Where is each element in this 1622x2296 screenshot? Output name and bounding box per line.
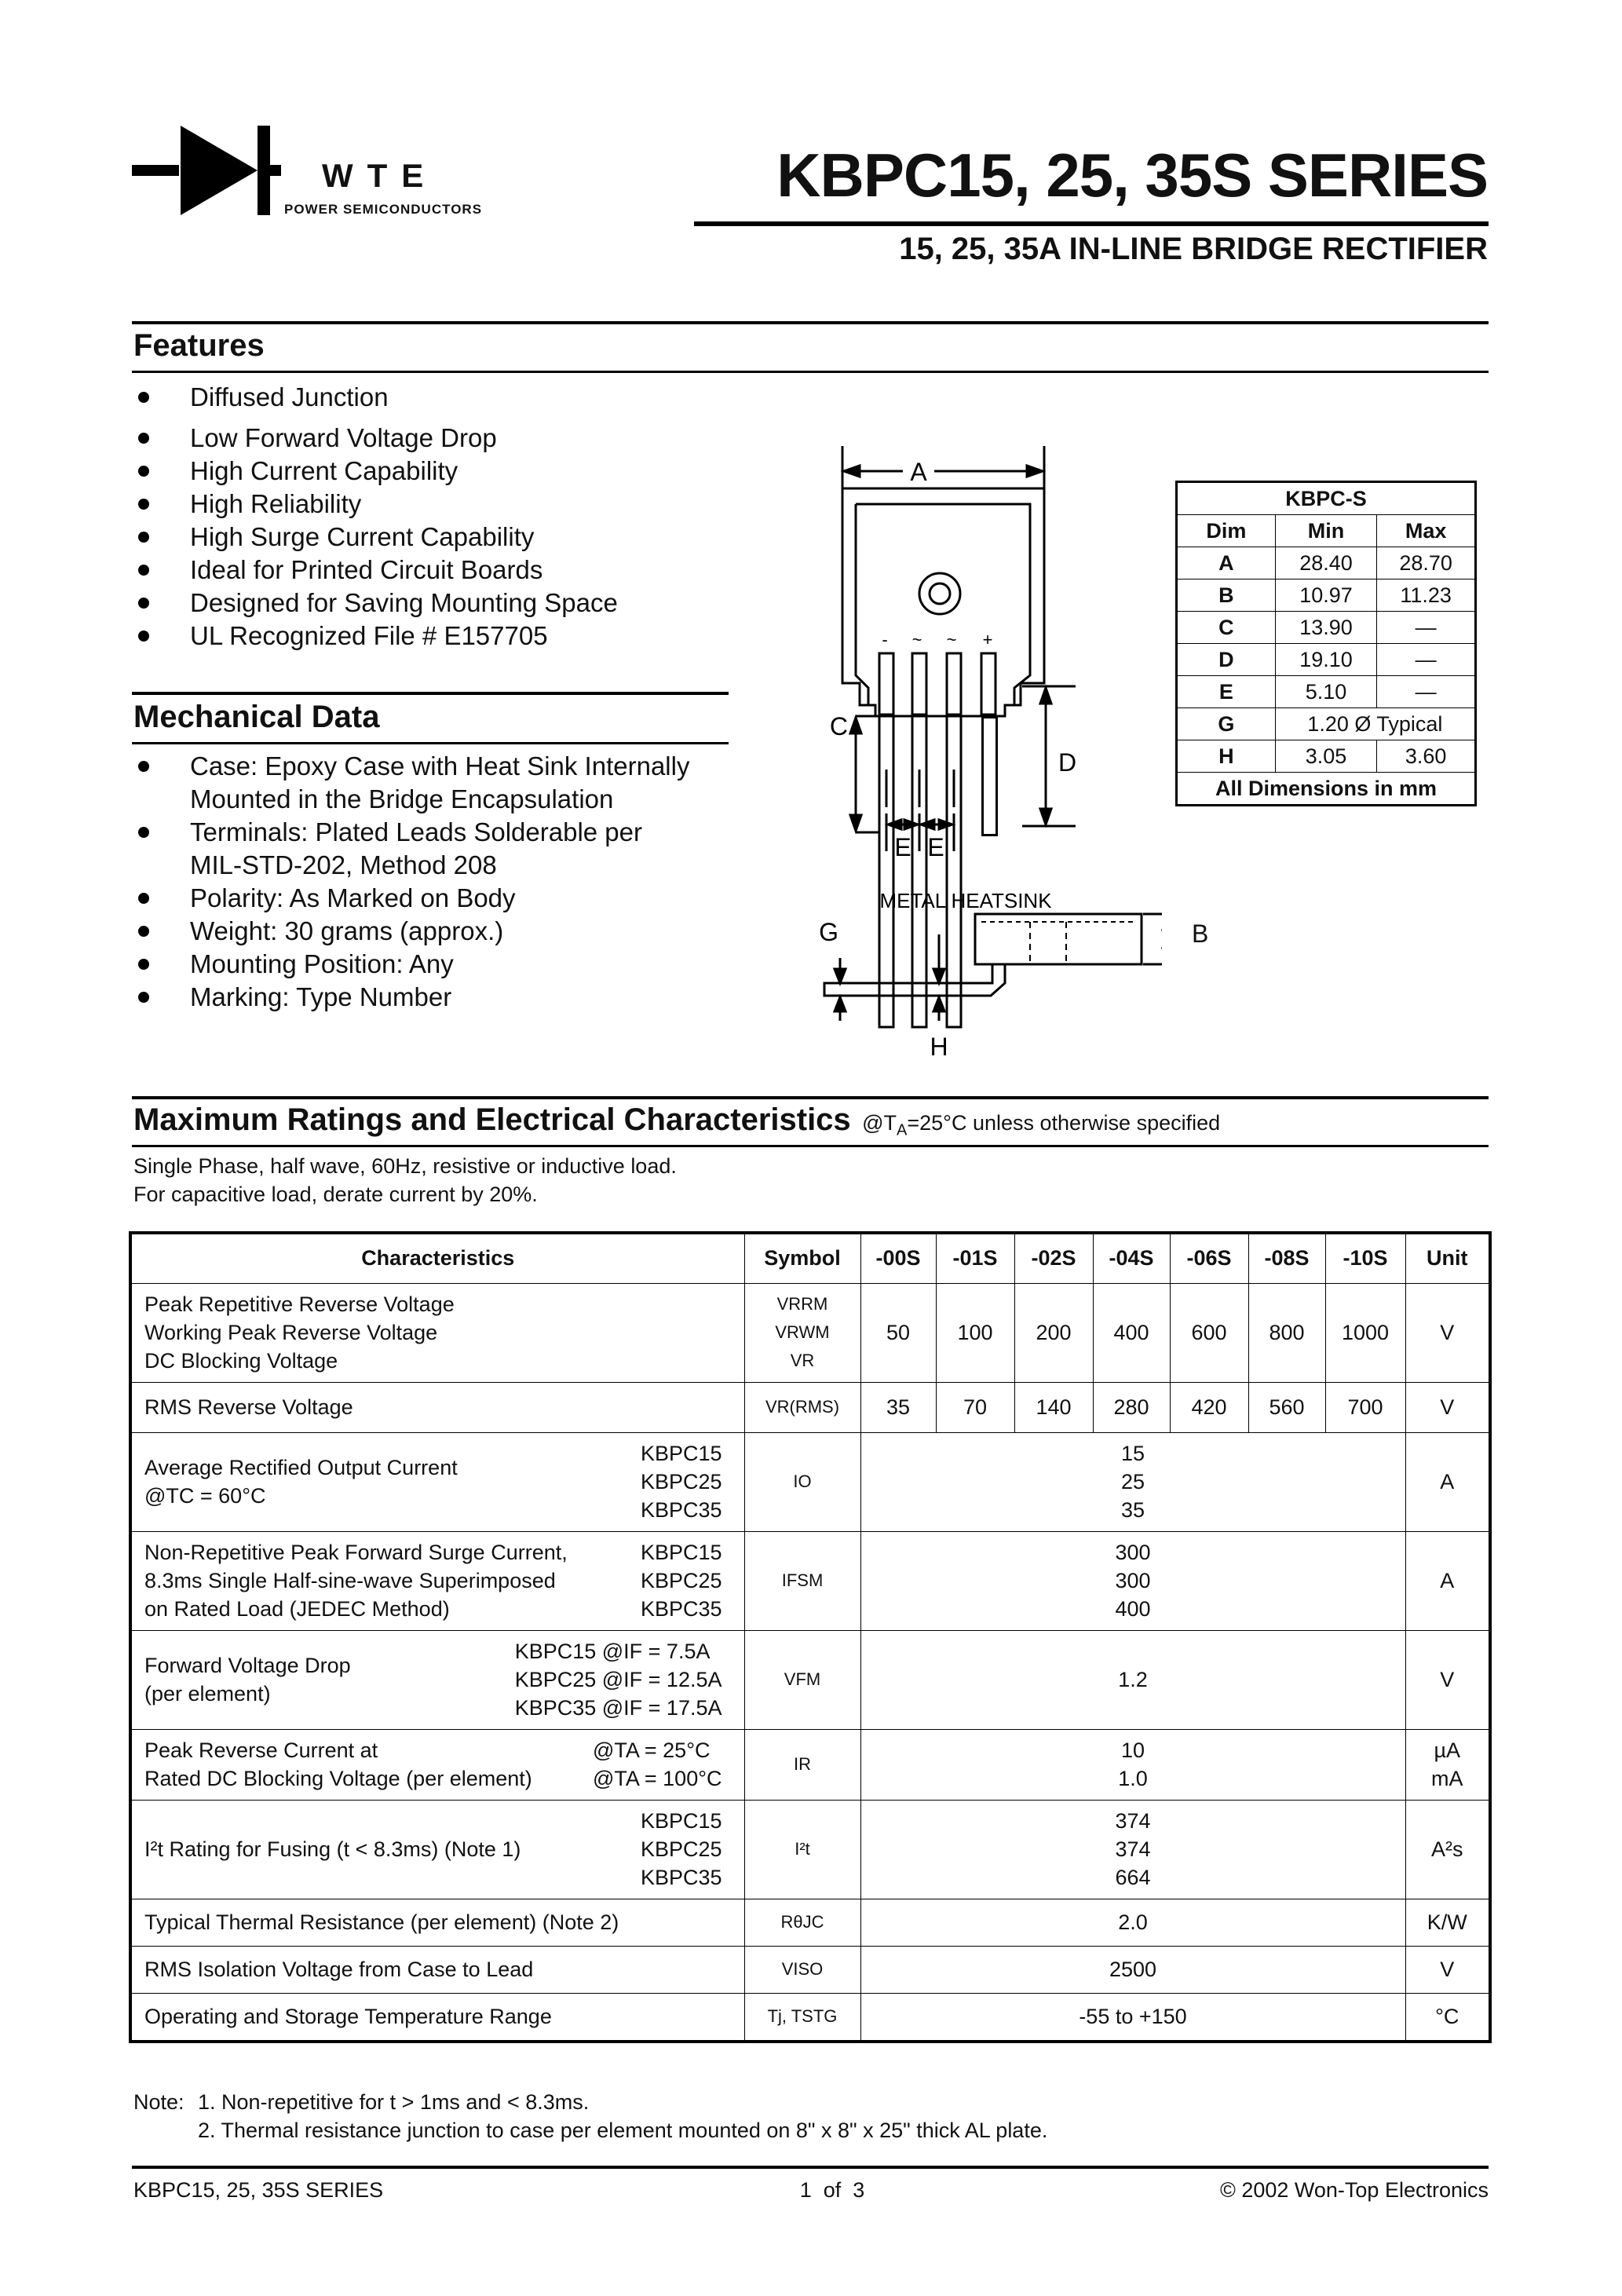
- cond-sub: A: [897, 1121, 908, 1139]
- ratings-top-rule: [132, 1096, 1489, 1099]
- table-header: Characteristics: [130, 1233, 744, 1283]
- table-cell: —: [1377, 612, 1476, 644]
- table-cell: Peak Reverse Current at Rated DC Blocking Voltage (per element) @TA = 25°C @TA = 100°C: [130, 1729, 744, 1800]
- table-cell: 1.2: [860, 1630, 1405, 1729]
- table-cell: 140: [1014, 1382, 1093, 1432]
- cond-prefix: @T: [862, 1111, 897, 1135]
- table-cell: 10.97: [1275, 579, 1377, 612]
- table-header: Max: [1377, 515, 1476, 547]
- table-row: [130, 1432, 1490, 1531]
- pin-label: +: [982, 630, 993, 649]
- table-cell: —: [1377, 676, 1476, 708]
- ratings-note-1: Single Phase, half wave, 60Hz, resistive or inductive load.: [133, 1154, 677, 1178]
- list-item: Low Forward Voltage Drop: [133, 422, 618, 455]
- dimension-table: [1175, 481, 1477, 806]
- dim-table-footer: All Dimensions in mm: [1177, 773, 1476, 806]
- ratings-heading-line: [133, 1102, 1220, 1139]
- table-cell: VR(RMS): [744, 1382, 860, 1432]
- table-cell: 400: [1093, 1283, 1170, 1382]
- table-cell: 3.60: [1377, 740, 1476, 773]
- table-cell: Forward Voltage Drop (per element) KBPC15 @IF = 7.5A KBPC25 @IF = 12.5A KBPC35 @IF = 17.5A: [130, 1630, 744, 1729]
- table-cell: 100: [936, 1283, 1014, 1382]
- table-cell: K/W: [1405, 1899, 1490, 1946]
- list-item: UL Recognized File # E157705: [133, 620, 618, 653]
- mechanical-top-rule: [132, 692, 729, 695]
- table-cell: VISO: [744, 1946, 860, 1993]
- table-cell: 2500: [860, 1946, 1405, 1993]
- table-row: [130, 1382, 1490, 1432]
- notes-label: Note:: [133, 2090, 184, 2114]
- table-cell: RθJC: [744, 1899, 860, 1946]
- ratings-table: [129, 1231, 1492, 2043]
- mechanical-list: [133, 750, 689, 1014]
- table-row: [1177, 547, 1476, 579]
- table-cell: °C: [1405, 1993, 1490, 2042]
- list-item: Diffused Junction: [133, 381, 618, 414]
- list-item: Polarity: As Marked on Body: [133, 882, 689, 915]
- dim-label-h: H: [930, 1033, 948, 1060]
- table-cell: 15 25 35: [860, 1432, 1405, 1531]
- table-cell: E: [1177, 676, 1276, 708]
- table-row: [130, 1630, 1490, 1729]
- table-cell: D: [1177, 644, 1276, 676]
- brand-subtitle: POWER SEMICONDUCTORS: [284, 202, 483, 217]
- dim-label-b: B: [1192, 919, 1209, 948]
- table-row: [130, 1800, 1490, 1899]
- table-cell: A: [1405, 1432, 1490, 1531]
- table-cell: A²s: [1405, 1800, 1490, 1899]
- page-subtitle: 15, 25, 35A IN-LINE BRIDGE RECTIFIER: [899, 232, 1488, 266]
- list-item: High Current Capability: [133, 455, 618, 488]
- table-cell: 1000: [1325, 1283, 1405, 1382]
- pin-label: ~: [946, 630, 957, 649]
- table-header: Min: [1275, 515, 1377, 547]
- table-cell: 560: [1248, 1382, 1325, 1432]
- table-cell: 13.90: [1275, 612, 1377, 644]
- table-cell: IFSM: [744, 1531, 860, 1630]
- table-cell: V: [1405, 1946, 1490, 1993]
- table-header: Symbol: [744, 1233, 860, 1283]
- note-1: 1. Non-repetitive for t > 1ms and < 8.3ms.: [198, 2090, 590, 2114]
- features-list: [133, 381, 618, 653]
- ratings-heading: Maximum Ratings and Electrical Characteristics: [133, 1102, 851, 1137]
- table-cell: V: [1405, 1283, 1490, 1382]
- mechanical-bottom-rule: [132, 742, 729, 744]
- ratings-note-2: For capacitive load, derate current by 20%.: [133, 1183, 538, 1206]
- table-cell: 28.70: [1377, 547, 1476, 579]
- table-cell: 600: [1170, 1283, 1248, 1382]
- table-cell: 11.23: [1377, 579, 1476, 612]
- table-cell: 420: [1170, 1382, 1248, 1432]
- table-cell: V: [1405, 1382, 1490, 1432]
- table-cell: 300 300 400: [860, 1531, 1405, 1630]
- list-item: MIL-STD-202, Method 208: [190, 850, 497, 879]
- table-cell: I²t: [744, 1800, 860, 1899]
- table-row: [130, 1283, 1490, 1382]
- table-cell: 3.05: [1275, 740, 1377, 773]
- table-cell: V: [1405, 1630, 1490, 1729]
- table-row: [1177, 579, 1476, 612]
- table-cell: I²t Rating for Fusing (t < 8.3ms) (Note 1) KBPC15 KBPC25 KBPC35: [130, 1800, 744, 1899]
- table-header: -00S: [860, 1233, 936, 1283]
- list-item: Mounted in the Bridge Encapsulation: [190, 784, 614, 813]
- table-cell: VFM: [744, 1630, 860, 1729]
- heatsink-label: METAL HEATSINK: [879, 889, 1052, 912]
- table-row: [1177, 612, 1476, 644]
- title-rule: [694, 221, 1489, 226]
- table-cell: 2.0: [860, 1899, 1405, 1946]
- table-header-row: [130, 1233, 1490, 1283]
- ratings-bottom-rule: [132, 1145, 1489, 1147]
- table-cell: A: [1405, 1531, 1490, 1630]
- list-item: Marking: Type Number: [133, 981, 689, 1014]
- table-cell: 700: [1325, 1382, 1405, 1432]
- table-cell: 800: [1248, 1283, 1325, 1382]
- wte-logo-icon: [132, 119, 281, 221]
- footer-left: KBPC15, 25, 35S SERIES: [133, 2178, 384, 2202]
- table-cell: A: [1177, 547, 1276, 579]
- table-row: [130, 1531, 1490, 1630]
- list-item: Designed for Saving Mounting Space: [133, 587, 618, 620]
- table-row: [1177, 676, 1476, 708]
- footer-copyright: © 2002 Won-Top Electronics: [1219, 2178, 1489, 2202]
- table-cell: —: [1377, 644, 1476, 676]
- table-row: [130, 1899, 1490, 1946]
- footer-page-number: 1 of 3: [799, 2178, 865, 2202]
- table-row: [130, 1993, 1490, 2042]
- pin-label: -: [882, 630, 888, 649]
- table-row: [1177, 708, 1476, 740]
- table-header: -02S: [1014, 1233, 1093, 1283]
- mechanical-heading: Mechanical Data: [133, 700, 380, 734]
- table-cell: 5.10: [1275, 676, 1377, 708]
- table-cell: C: [1177, 612, 1276, 644]
- table-header: -06S: [1170, 1233, 1248, 1283]
- list-item: Mounting Position: Any: [133, 948, 689, 981]
- table-cell: 50: [860, 1283, 936, 1382]
- table-cell: IR: [744, 1729, 860, 1800]
- table-cell: Tj, TSTG: [744, 1993, 860, 2042]
- list-item: Weight: 30 grams (approx.): [133, 915, 689, 948]
- ratings-condition: [862, 1111, 1221, 1139]
- table-header: Dim: [1177, 515, 1276, 547]
- cond-suffix: =25°C unless otherwise specified: [907, 1111, 1221, 1135]
- table-header: Unit: [1405, 1233, 1490, 1283]
- table-header: -10S: [1325, 1233, 1405, 1283]
- dim-label-d: D: [1058, 748, 1077, 777]
- table-cell: Peak Repetitive Reverse Voltage Working Peak Reverse Voltage DC Blocking Voltage: [130, 1283, 744, 1382]
- table-cell: VRRM VRWM VR: [744, 1283, 860, 1382]
- table-row: [1177, 644, 1476, 676]
- table-cell: 35: [860, 1382, 936, 1432]
- table-cell: RMS Reverse Voltage: [130, 1382, 744, 1432]
- dim-label-g: G: [819, 918, 838, 946]
- list-item: Ideal for Printed Circuit Boards: [133, 554, 618, 587]
- dim-table-title: KBPC-S: [1177, 482, 1476, 515]
- list-item: Case: Epoxy Case with Heat Sink Internally: [133, 750, 689, 783]
- features-heading: Features: [133, 328, 265, 363]
- table-cell: Operating and Storage Temperature Range: [130, 1993, 744, 2042]
- table-header: -04S: [1093, 1233, 1170, 1283]
- table-cell: 1.20 Ø Typical: [1275, 708, 1475, 740]
- table-cell: -55 to +150: [860, 1993, 1405, 2042]
- features-bottom-rule: [132, 371, 1489, 373]
- table-cell: RMS Isolation Voltage from Case to Lead: [130, 1946, 744, 1993]
- table-cell: 200: [1014, 1283, 1093, 1382]
- dim-label-a: A: [910, 458, 927, 486]
- table-cell: 19.10: [1275, 644, 1377, 676]
- page-title: KBPC15, 25, 35S SERIES: [776, 141, 1488, 210]
- dim-label-e: E: [927, 833, 944, 861]
- table-cell: 70: [936, 1382, 1014, 1432]
- list-item: High Surge Current Capability: [133, 521, 618, 554]
- table-cell: Non-Repetitive Peak Forward Surge Current, 8.3ms Single Half-sine-wave Superimposed on Rated Load (JEDEC Method) KBPC15 KBPC25 KBPC35: [130, 1531, 744, 1630]
- footer-rule: [132, 2166, 1489, 2169]
- table-header: -01S: [936, 1233, 1014, 1283]
- table-header: -08S: [1248, 1233, 1325, 1283]
- features-top-rule: [132, 321, 1489, 324]
- table-cell: µA mA: [1405, 1729, 1490, 1800]
- table-cell: H: [1177, 740, 1276, 773]
- dim-label-e: E: [894, 833, 911, 861]
- dim-label-c: C: [829, 712, 848, 740]
- table-cell: B: [1177, 579, 1276, 612]
- table-row: [130, 1729, 1490, 1800]
- pin-label: ~: [911, 630, 922, 649]
- list-item: Terminals: Plated Leads Solderable per: [133, 816, 689, 849]
- table-cell: Typical Thermal Resistance (per element) (Note 2): [130, 1899, 744, 1946]
- table-row: [1177, 740, 1476, 773]
- lead-long: [981, 716, 998, 836]
- note-2: 2. Thermal resistance junction to case per element mounted on 8" x 8" x 25" thick AL plate.: [198, 2119, 1048, 2142]
- table-row: [130, 1946, 1490, 1993]
- brand-name: WTE: [322, 157, 438, 194]
- list-item: High Reliability: [133, 488, 618, 521]
- table-cell: 280: [1093, 1382, 1170, 1432]
- table-cell: IO: [744, 1432, 860, 1531]
- table-cell: Average Rectified Output Current @TC = 60°C KBPC15 KBPC25 KBPC35: [130, 1432, 744, 1531]
- table-cell: 10 1.0: [860, 1729, 1405, 1800]
- table-cell: 28.40: [1275, 547, 1377, 579]
- table-cell: 374 374 664: [860, 1800, 1405, 1899]
- table-cell: G: [1177, 708, 1276, 740]
